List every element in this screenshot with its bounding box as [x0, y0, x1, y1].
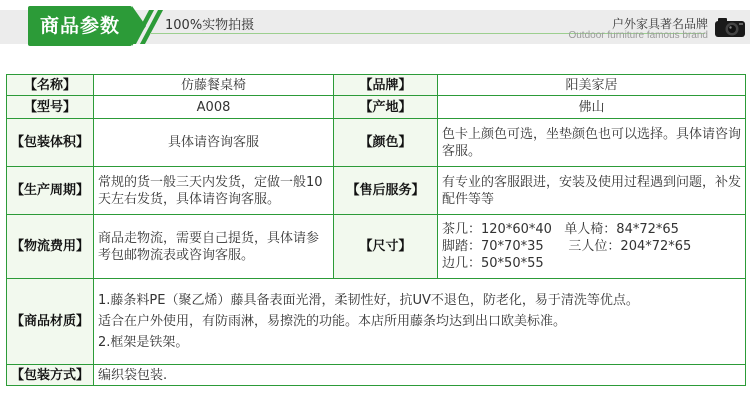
- aftersale-value: 有专业的客服跟进，安装及使用过程遇到问题，补发配件等等: [438, 167, 746, 215]
- brand-slogan: 户外家具著名品牌: [611, 17, 708, 31]
- size-line: 脚踏：70*70*35 三人位：204*72*65: [442, 239, 692, 254]
- packing-label: 【包装方式】: [7, 365, 94, 386]
- material-line: 1.藤条料PE（聚乙烯）藤具备表面光滑，柔韧性好，抗UV不退色，防老化，易于清洗等优点。: [98, 293, 639, 308]
- size-line: 边几：50*50*55: [442, 256, 544, 271]
- section-header: [0, 0, 750, 50]
- logistics-value: 商品走物流，需要自己提货，具体请参考包邮物流表或咨询客服。: [94, 215, 334, 279]
- table-row: [7, 75, 746, 96]
- production-label: 【生产周期】: [7, 167, 94, 215]
- table-row: [7, 365, 746, 386]
- size-label: 【尺寸】: [334, 215, 438, 279]
- material-line: 2.框架是铁架。: [98, 335, 189, 350]
- table-row: [7, 279, 746, 365]
- section-title: 商品参数: [28, 6, 132, 46]
- color-label: 【颜色】: [334, 119, 438, 167]
- model-label: 【型号】: [7, 96, 94, 119]
- brand-label: 【品牌】: [334, 75, 438, 96]
- section-subtitle: 100%实物拍摄: [165, 18, 255, 33]
- size-value: [438, 215, 746, 279]
- brand-slogan-en: Outdoor furniture famous brand: [568, 30, 708, 41]
- packing-value: 编织袋包装.: [94, 365, 746, 386]
- production-value: 常规的货一般三天内发货，定做一般10天左右发货，具体请咨询客服。: [94, 167, 334, 215]
- origin-value: 佛山: [438, 96, 746, 119]
- material-label: 【商品材质】: [7, 279, 94, 365]
- camera-icon: [714, 16, 746, 38]
- name-label: 【名称】: [7, 75, 94, 96]
- material-value: [94, 279, 746, 365]
- table-row: [7, 96, 746, 119]
- package-volume-label: 【包装体积】: [7, 119, 94, 167]
- spec-table: [6, 74, 746, 386]
- logistics-label: 【物流费用】: [7, 215, 94, 279]
- table-row: [7, 119, 746, 167]
- aftersale-label: 【售后服务】: [334, 167, 438, 215]
- color-value: 色卡上颜色可选，坐垫颜色也可以选择。具体请咨询客服。: [438, 119, 746, 167]
- brand-value: 阳美家居: [438, 75, 746, 96]
- model-value: A008: [94, 96, 334, 119]
- material-line: 适合在户外使用，有防雨淋，易擦洗的功能。本店所用藤条均达到出口欧美标准。: [98, 314, 567, 329]
- size-line: 茶几：120*60*40 单人椅：84*72*65: [442, 222, 679, 237]
- origin-label: 【产地】: [334, 96, 438, 119]
- table-row: [7, 215, 746, 279]
- table-row: [7, 167, 746, 215]
- name-value: 仿藤餐桌椅: [94, 75, 334, 96]
- package-volume-value: 具体请咨询客服: [94, 119, 334, 167]
